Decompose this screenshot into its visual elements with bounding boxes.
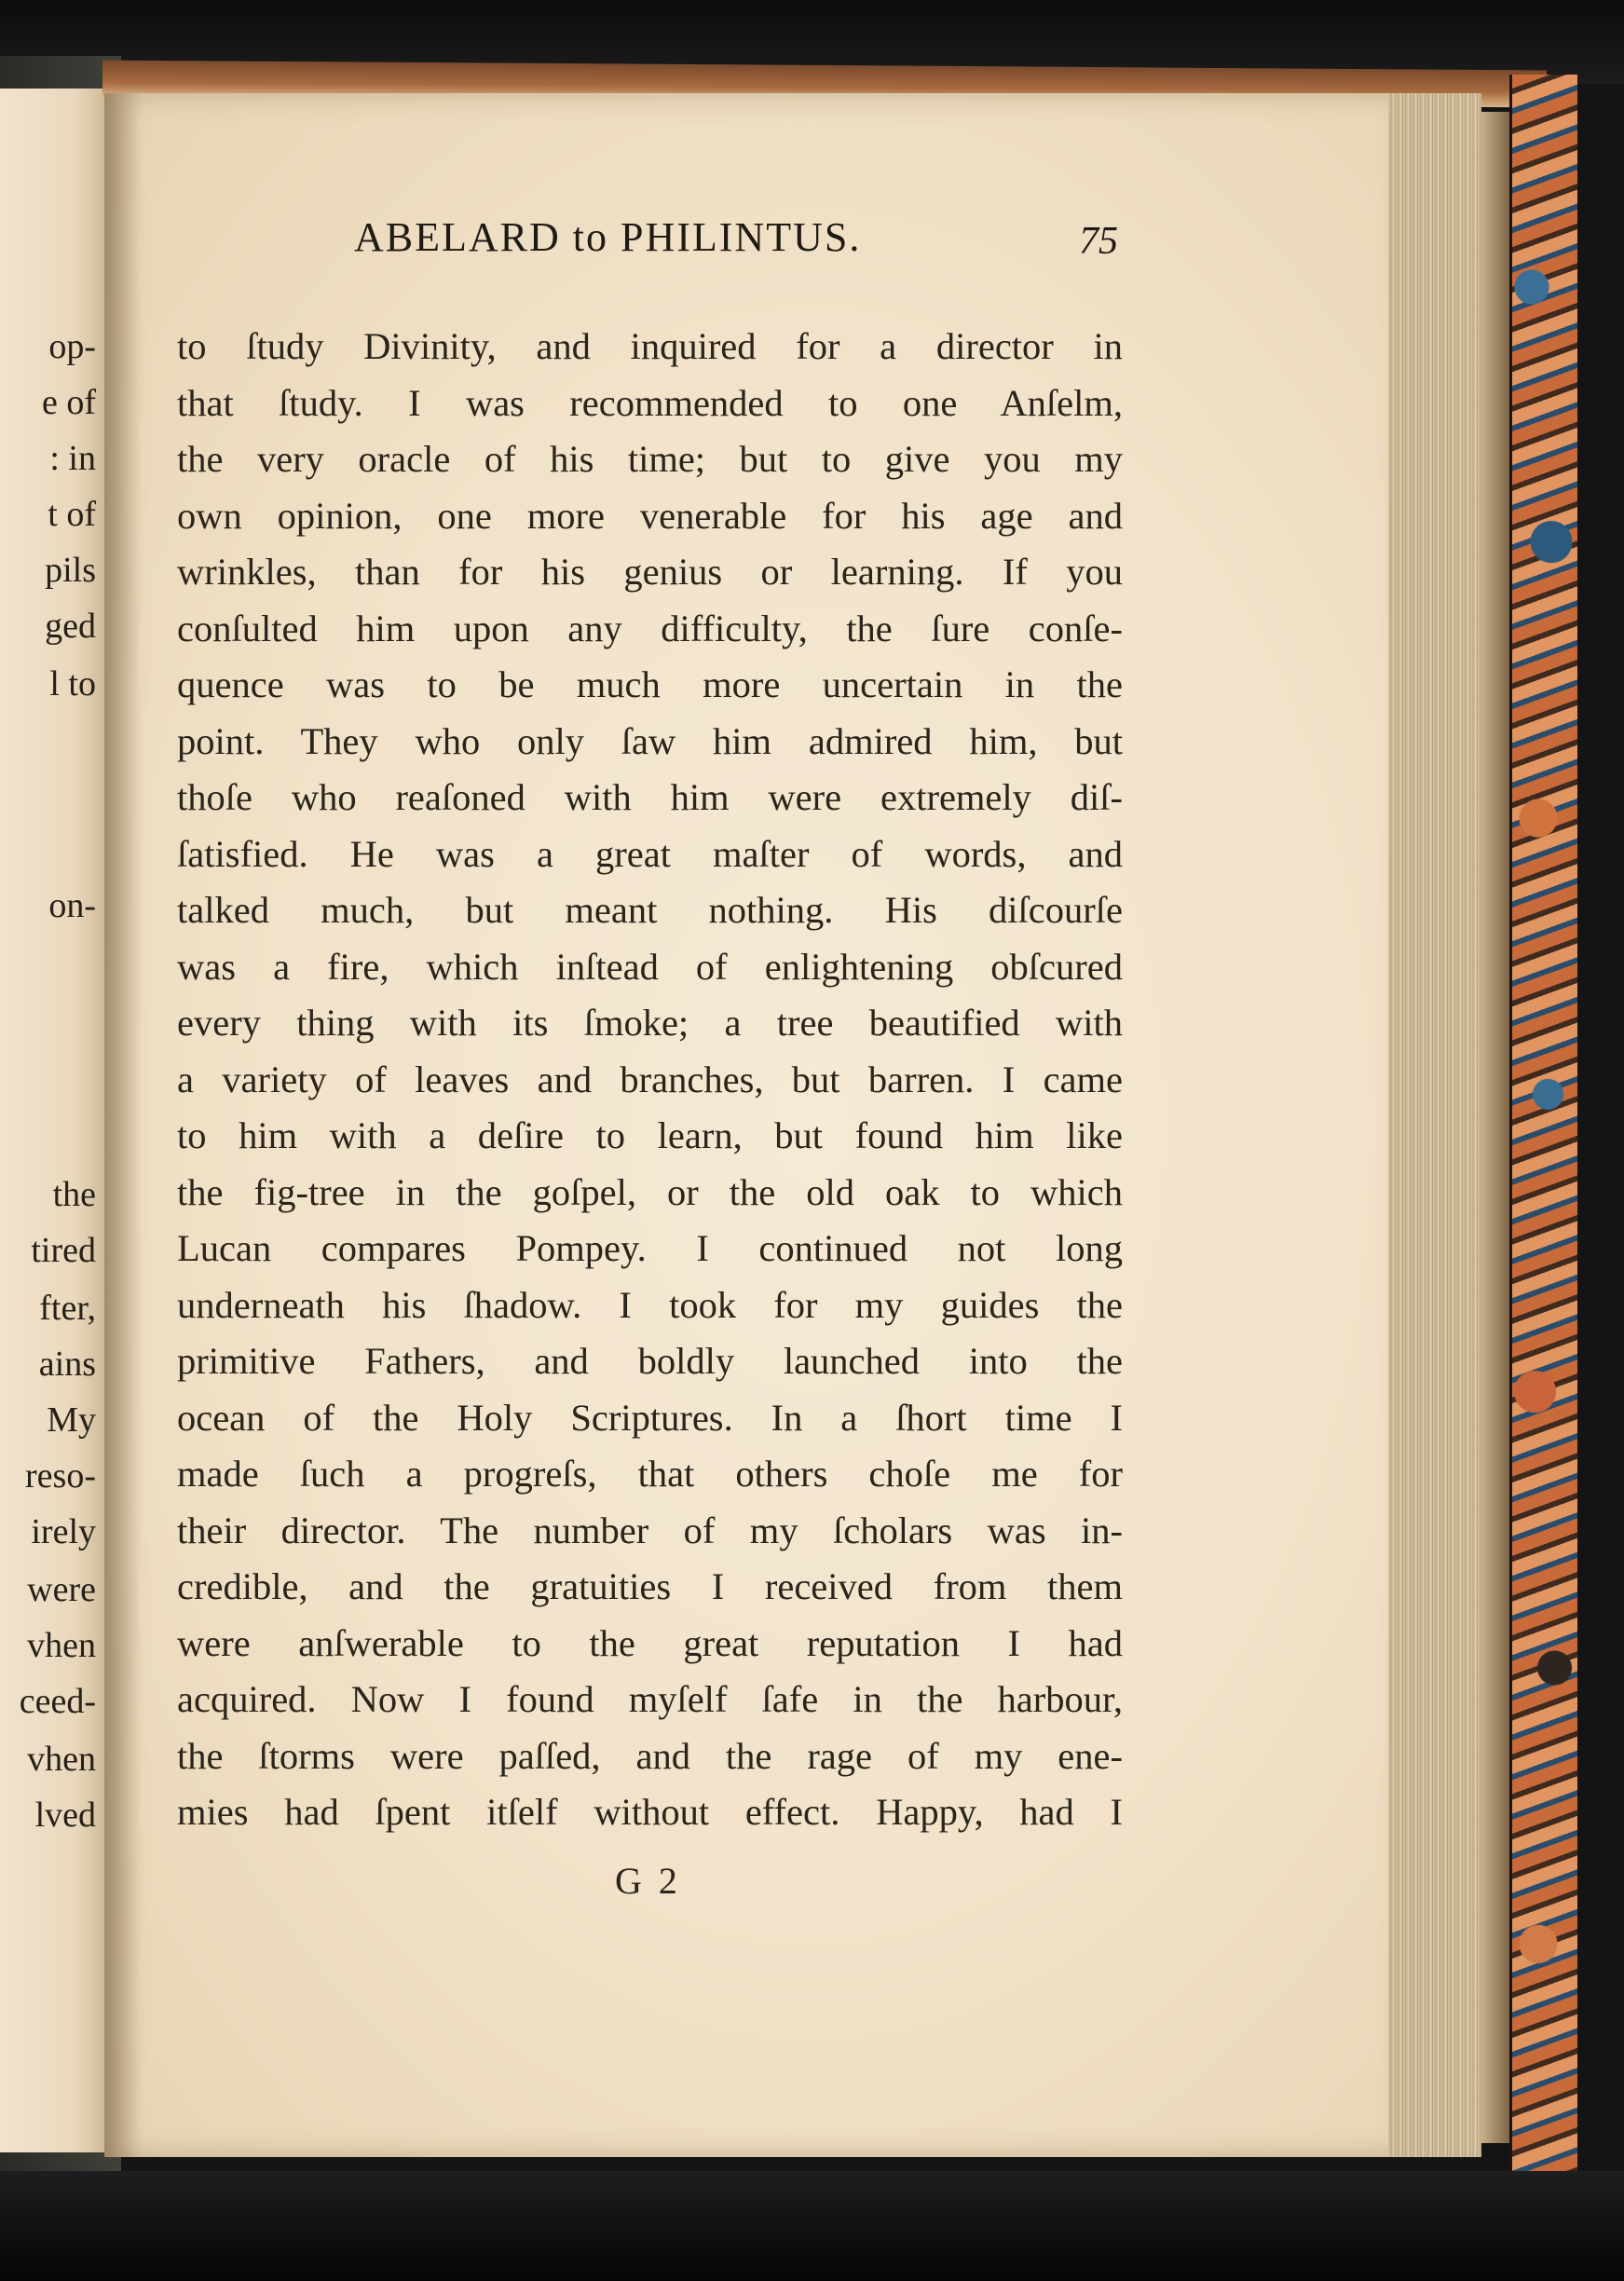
text-line: the fig-tree in the goſpel, or the old oak to which [177, 1170, 1123, 1213]
text-line: wrinkles, than for his genius or learning. If you [177, 551, 1123, 593]
text-line: credible, and the gratuities I received from them [177, 1565, 1123, 1607]
text-line: Lucan compares Pompey. I continued not long [177, 1227, 1123, 1269]
left-page-line: the [52, 1175, 96, 1214]
page-block-edge [1388, 93, 1481, 2157]
text-line: the ſtorms were paſſed, and the rage of my ene- [177, 1734, 1123, 1777]
left-page-line: ged [45, 607, 96, 646]
page-number: 75 [1079, 220, 1118, 263]
text-line: made ſuch a progreſs, that others choſe me for [177, 1453, 1123, 1495]
body-text [177, 319, 1123, 1841]
left-page-line: t of [48, 495, 96, 534]
left-page-line: vhen [27, 1626, 96, 1665]
text-line: talked much, but meant nothing. His diſcourſe [177, 889, 1123, 931]
left-page-line: tired [31, 1231, 96, 1270]
left-page-line: irely [31, 1512, 96, 1551]
left-page-line: on- [48, 886, 96, 925]
signature-mark: G 2 [615, 1860, 681, 1902]
text-line: own opinion, one more venerable for his age and [177, 494, 1123, 537]
text-line: was a fire, which inſtead of enlightening obſcured [177, 945, 1123, 988]
left-page-line: lved [34, 1796, 96, 1835]
text-line: ocean of the Holy Scriptures. In a ſhort time I [177, 1396, 1123, 1439]
left-page-line: l to [49, 664, 96, 703]
left-page-line: vhen [27, 1740, 96, 1779]
text-line: mies had ſpent itſelf without effect. Happy, had I [177, 1791, 1123, 1833]
text-line: ſatisfied. He was a great maſter of words, and [177, 832, 1123, 875]
text-line: a variety of leaves and branches, but barren. I came [177, 1058, 1123, 1100]
text-line: acquired. Now I found myſelf ſafe in the harbour, [177, 1678, 1123, 1720]
left-page-line: were [27, 1570, 96, 1609]
text-line: were anſwerable to the great reputation I had [177, 1621, 1123, 1664]
text-line: every thing with its ſmoke; a tree beautified with [177, 1002, 1123, 1044]
page-block-shade [1481, 112, 1509, 2143]
text-line: conſulted him upon any difficulty, the ſure conſe- [177, 607, 1123, 649]
left-page-line: : in [49, 439, 96, 478]
text-line: to ſtudy Divinity, and inquired for a director in [177, 325, 1123, 367]
marbled-cover-board [1509, 75, 1577, 2199]
text-line: point. They who only ſaw him admired him, but [177, 719, 1123, 762]
left-page-line: pils [45, 551, 96, 590]
left-page-line: My [47, 1400, 96, 1440]
text-line: underneath his ſhadow. I took for my guides the [177, 1283, 1123, 1326]
running-title: ABELARD to PHILINTUS. [354, 214, 862, 260]
text-line: their director. The number of my ſcholars was in- [177, 1509, 1123, 1551]
text-line: thoſe who reaſoned with him were extremely diſ- [177, 776, 1123, 818]
left-page-line: op- [48, 327, 96, 366]
left-page-line: reso- [25, 1456, 96, 1496]
left-page-line: fter, [39, 1289, 96, 1328]
left-page-line: ains [38, 1345, 96, 1384]
text-line: the very oracle of his time; but to give you my [177, 438, 1123, 480]
left-page-line: ceed- [19, 1682, 96, 1721]
text-line: quence was to be much more uncertain in the [177, 663, 1123, 705]
text-line: primitive Fathers, and boldly launched into the [177, 1340, 1123, 1382]
page-header [177, 210, 1118, 266]
background-bottom [0, 2171, 1624, 2281]
text-line: that ſtudy. I was recommended to one Anſelm, [177, 381, 1123, 424]
text-line: to him with a deſire to learn, but found him like [177, 1114, 1123, 1156]
left-page-fragment [0, 89, 107, 2152]
left-page-line: e of [41, 383, 96, 422]
page-gutter-shadow [104, 93, 142, 2157]
